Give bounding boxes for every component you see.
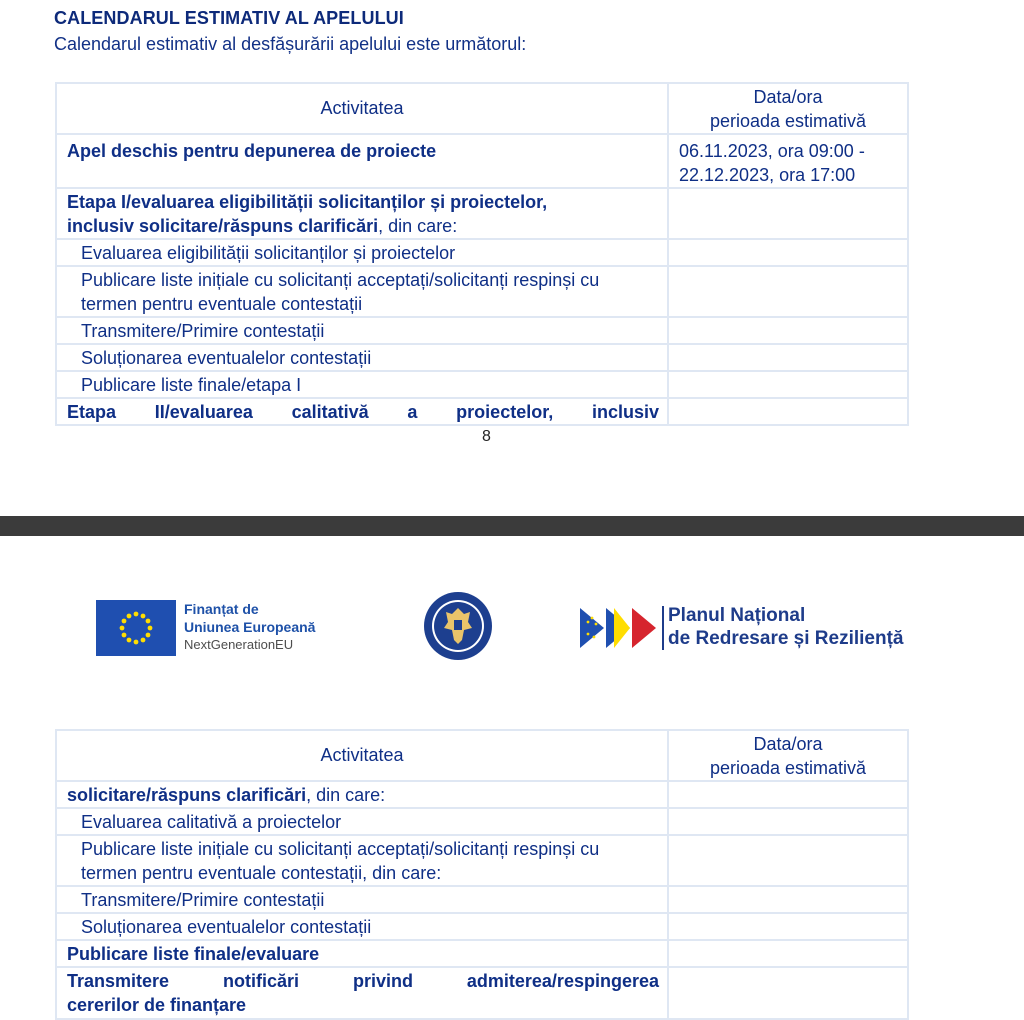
header-date-line1: Data/ora: [753, 86, 823, 107]
row-transmitere-contestatii: Transmitere/Primire contestații: [81, 890, 325, 910]
table-row: [56, 266, 908, 317]
pnrr-line1: Planul Național: [668, 605, 806, 626]
pnrr-logo-text: [668, 604, 948, 650]
row-solutionarea-contestatii: Soluționarea eventualelor contestații: [81, 348, 372, 368]
header-date: [668, 730, 908, 781]
header-date-line2: perioada estimativă: [709, 757, 867, 778]
page-number: 8: [482, 428, 491, 445]
date-start: 06.11.2023, ora 09:00 -: [679, 141, 865, 161]
table-row: [56, 913, 908, 940]
row-solutionarea-contestatii: Soluționarea eventualelor contestații: [81, 917, 372, 937]
row-publicare-line2: termen pentru eventuale contestații, din care:: [81, 863, 442, 883]
government-seal-logo: [422, 590, 494, 662]
calendar-table-page-8: [55, 82, 909, 426]
table-header-row: [56, 83, 908, 134]
header-date: [668, 83, 908, 134]
table-row: [56, 398, 908, 425]
table-row: [56, 940, 908, 967]
table-row: [56, 317, 908, 344]
row-etapa-2: Etapa II/evaluarea calitativă a proiectelor, inclusiv: [67, 402, 659, 422]
eu-funding-logo: [96, 600, 316, 656]
row-etapa-1-line1: Etapa I/evaluarea eligibilității solicitanților și proiectelor,: [67, 192, 548, 212]
row-transmitere-contestatii: Transmitere/Primire contestații: [81, 321, 325, 341]
row-apel-deschis: Apel deschis pentru depunerea de proiecte: [67, 141, 437, 161]
row-publicare-liste-initiale: [57, 836, 667, 885]
row-apel-date: [669, 135, 907, 187]
section-intro: Calendarul estimativ al desfășurării apelului este următorul:: [54, 34, 527, 54]
row-evaluarea-calitativa: Evaluarea calitativă a proiectelor: [81, 812, 342, 832]
eu-line3: NextGenerationEU: [184, 637, 294, 652]
eu-flag-icon: [96, 600, 176, 656]
row-etapa-1-line2: [67, 214, 659, 238]
table-row: [56, 371, 908, 398]
table-row: [56, 967, 908, 1019]
table-row: [56, 808, 908, 835]
pnrr-flag-arrows-icon: [580, 604, 660, 652]
header-activity: Activitatea: [56, 730, 668, 781]
row-publicare-line1: Publicare liste inițiale cu solicitanți acceptați/solicitanți respinși cu: [81, 839, 600, 859]
calendar-table-page-9: [55, 729, 909, 1020]
table-row: [56, 134, 908, 188]
document-page-9: [0, 536, 1024, 1015]
page-separator: [0, 516, 1024, 536]
row-publicare-liste-finale: Publicare liste finale/evaluare: [67, 944, 320, 964]
row-solicitare-bold: solicitare/răspuns clarificări: [67, 785, 307, 805]
table-row: [56, 188, 908, 239]
row-etapa-1-suffix: , din care:: [378, 216, 458, 236]
row-publicare-line2: termen pentru eventuale contestații: [81, 294, 363, 314]
section-heading: CALENDARUL ESTIMATIV AL APELULUI: [54, 8, 404, 28]
eu-line2: Uniunea Europeană: [184, 619, 316, 635]
row-evaluarea-eligibilitatii: Evaluarea eligibilității solicitanților și proiectelor: [81, 243, 456, 263]
row-etapa-1-bold: inclusiv solicitare/răspuns clarificări: [67, 216, 379, 236]
eu-logo-text: [184, 600, 404, 654]
row-publicare-liste-finale-etapa1: Publicare liste finale/etapa I: [81, 375, 302, 395]
row-notificari-line2: cererilor de finanțare: [67, 995, 247, 1015]
table-row: [56, 239, 908, 266]
eu-line1: Finanțat de: [184, 601, 259, 617]
row-solicitare-clarificari: [57, 782, 667, 807]
romania-coat-of-arms-icon: [422, 590, 494, 662]
row-solicitare-suffix: , din care:: [306, 785, 386, 805]
table-row: [56, 886, 908, 913]
table-row: [56, 344, 908, 371]
header-activity: Activitatea: [56, 83, 668, 134]
pnrr-line2: de Redresare și Reziliență: [668, 628, 904, 649]
row-notificari-line1: Transmitere notificări privind admiterea/respingerea: [67, 971, 659, 991]
table-row: [56, 781, 908, 808]
row-publicare-line1: Publicare liste inițiale cu solicitanți acceptați/solicitanți respinși cu: [81, 270, 600, 290]
table-header-row: [56, 730, 908, 781]
row-etapa-1: [57, 189, 667, 238]
header-date-line1: Data/ora: [753, 733, 823, 754]
pnrr-logo: [580, 604, 904, 657]
date-end: 22.12.2023, ora 17:00: [679, 165, 856, 185]
row-publicare-liste-initiale: [57, 267, 667, 316]
table-row: [56, 835, 908, 886]
pnrr-divider: [662, 606, 664, 650]
header-date-line2: perioada estimativă: [709, 110, 867, 131]
